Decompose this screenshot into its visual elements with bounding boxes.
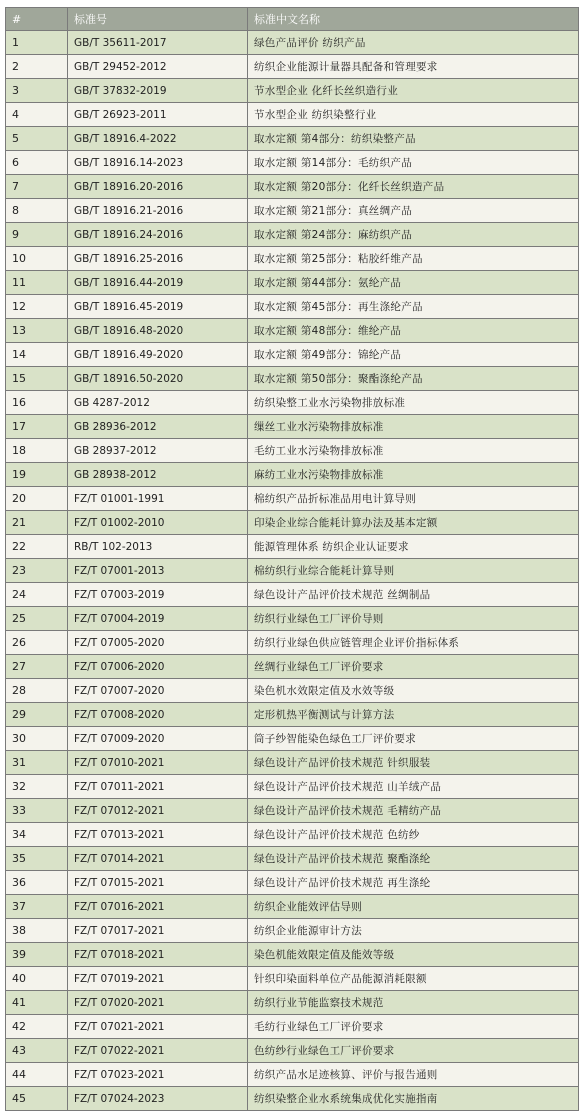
row-number-cell: 8 <box>6 199 68 223</box>
row-number-cell: 42 <box>6 1015 68 1039</box>
table-row <box>6 967 579 991</box>
standard-name-cell: 取水定额 第14部分：毛纺织产品 <box>248 151 579 175</box>
row-number-cell: 4 <box>6 103 68 127</box>
standard-name-cell: 纺织行业绿色工厂评价导则 <box>248 607 579 631</box>
table-row <box>6 391 579 415</box>
row-number-cell: 22 <box>6 535 68 559</box>
table-row <box>6 823 579 847</box>
standard-code-cell: FZ/T 07001-2013 <box>68 559 248 583</box>
standard-code-cell: FZ/T 07019-2021 <box>68 967 248 991</box>
header-standard-name: 标准中文名称 <box>248 8 579 31</box>
standard-code-cell: GB/T 18916.50-2020 <box>68 367 248 391</box>
standard-code-cell: FZ/T 07012-2021 <box>68 799 248 823</box>
table-row <box>6 919 579 943</box>
standard-name-cell: 绿色设计产品评价技术规范 聚酯涤纶 <box>248 847 579 871</box>
table-row <box>6 415 579 439</box>
table-row <box>6 727 579 751</box>
row-number-cell: 20 <box>6 487 68 511</box>
standard-name-cell: 纺织行业节能监察技术规范 <box>248 991 579 1015</box>
standard-name-cell: 棉纺织产品折标准品用电计算导则 <box>248 487 579 511</box>
standard-name-cell: 纺织产品水足迹核算、评价与报告通则 <box>248 1063 579 1087</box>
row-number-cell: 25 <box>6 607 68 631</box>
standard-name-cell: 节水型企业 化纤长丝织造行业 <box>248 79 579 103</box>
row-number-cell: 10 <box>6 247 68 271</box>
table-row <box>6 559 579 583</box>
standard-code-cell: GB/T 18916.14-2023 <box>68 151 248 175</box>
row-number-cell: 30 <box>6 727 68 751</box>
row-number-cell: 26 <box>6 631 68 655</box>
row-number-cell: 21 <box>6 511 68 535</box>
standard-name-cell: 丝绸行业绿色工厂评价要求 <box>248 655 579 679</box>
standard-name-cell: 绿色设计产品评价技术规范 针织服装 <box>248 751 579 775</box>
standard-name-cell: 纺织企业能效评估导则 <box>248 895 579 919</box>
standard-name-cell: 色纺纱行业绿色工厂评价要求 <box>248 1039 579 1063</box>
table-row <box>6 271 579 295</box>
table-row <box>6 1015 579 1039</box>
table-row <box>6 871 579 895</box>
standard-code-cell: FZ/T 07023-2021 <box>68 1063 248 1087</box>
standard-code-cell: FZ/T 07006-2020 <box>68 655 248 679</box>
standard-code-cell: FZ/T 07008-2020 <box>68 703 248 727</box>
standard-code-cell: GB/T 26923-2011 <box>68 103 248 127</box>
standard-name-cell: 取水定额 第4部分：纺织染整产品 <box>248 127 579 151</box>
table-row <box>6 55 579 79</box>
table-row <box>6 679 579 703</box>
row-number-cell: 36 <box>6 871 68 895</box>
row-number-cell: 27 <box>6 655 68 679</box>
standard-code-cell: FZ/T 07004-2019 <box>68 607 248 631</box>
row-number-cell: 11 <box>6 271 68 295</box>
standard-name-cell: 取水定额 第21部分：真丝绸产品 <box>248 199 579 223</box>
standard-name-cell: 取水定额 第25部分：粘胶纤维产品 <box>248 247 579 271</box>
standard-code-cell: GB 28937-2012 <box>68 439 248 463</box>
standard-name-cell: 取水定额 第48部分：维纶产品 <box>248 319 579 343</box>
table-row <box>6 943 579 967</box>
standard-name-cell: 取水定额 第49部分：锦纶产品 <box>248 343 579 367</box>
row-number-cell: 43 <box>6 1039 68 1063</box>
table-row <box>6 799 579 823</box>
header-number: # <box>6 8 68 31</box>
row-number-cell: 7 <box>6 175 68 199</box>
row-number-cell: 24 <box>6 583 68 607</box>
table-row <box>6 511 579 535</box>
standards-table-container <box>5 7 578 1111</box>
row-number-cell: 12 <box>6 295 68 319</box>
standard-name-cell: 绿色设计产品评价技术规范 再生涤纶 <box>248 871 579 895</box>
row-number-cell: 28 <box>6 679 68 703</box>
standard-name-cell: 绿色设计产品评价技术规范 山羊绒产品 <box>248 775 579 799</box>
standard-name-cell: 取水定额 第20部分：化纤长丝织造产品 <box>248 175 579 199</box>
table-row <box>6 175 579 199</box>
table-row <box>6 223 579 247</box>
standard-code-cell: FZ/T 07021-2021 <box>68 1015 248 1039</box>
table-row <box>6 439 579 463</box>
row-number-cell: 29 <box>6 703 68 727</box>
standard-name-cell: 取水定额 第50部分：聚酯涤纶产品 <box>248 367 579 391</box>
table-row <box>6 991 579 1015</box>
standard-name-cell: 绿色产品评价 纺织产品 <box>248 31 579 55</box>
standard-code-cell: FZ/T 01002-2010 <box>68 511 248 535</box>
standard-code-cell: GB/T 18916.44-2019 <box>68 271 248 295</box>
standard-name-cell: 绿色设计产品评价技术规范 毛精纺产品 <box>248 799 579 823</box>
standard-code-cell: FZ/T 07013-2021 <box>68 823 248 847</box>
table-row <box>6 775 579 799</box>
standard-name-cell: 纺织染整工业水污染物排放标准 <box>248 391 579 415</box>
standard-code-cell: FZ/T 07011-2021 <box>68 775 248 799</box>
standard-code-cell: FZ/T 07014-2021 <box>68 847 248 871</box>
row-number-cell: 19 <box>6 463 68 487</box>
table-row <box>6 463 579 487</box>
row-number-cell: 14 <box>6 343 68 367</box>
standard-name-cell: 棉纺织行业综合能耗计算导则 <box>248 559 579 583</box>
table-row <box>6 583 579 607</box>
row-number-cell: 15 <box>6 367 68 391</box>
table-row <box>6 367 579 391</box>
table-row <box>6 487 579 511</box>
standard-code-cell: GB/T 18916.4-2022 <box>68 127 248 151</box>
table-header-row <box>6 8 579 31</box>
table-row <box>6 607 579 631</box>
standard-name-cell: 麻纺工业水污染物排放标准 <box>248 463 579 487</box>
row-number-cell: 31 <box>6 751 68 775</box>
row-number-cell: 39 <box>6 943 68 967</box>
standard-name-cell: 纺织行业绿色供应链管理企业评价指标体系 <box>248 631 579 655</box>
row-number-cell: 40 <box>6 967 68 991</box>
table-row <box>6 631 579 655</box>
standard-code-cell: FZ/T 07007-2020 <box>68 679 248 703</box>
table-row <box>6 535 579 559</box>
row-number-cell: 9 <box>6 223 68 247</box>
table-row <box>6 295 579 319</box>
row-number-cell: 41 <box>6 991 68 1015</box>
table-row <box>6 343 579 367</box>
header-standard-code: 标准号 <box>68 8 248 31</box>
row-number-cell: 44 <box>6 1063 68 1087</box>
table-row <box>6 79 579 103</box>
standard-code-cell: FZ/T 07003-2019 <box>68 583 248 607</box>
row-number-cell: 13 <box>6 319 68 343</box>
standard-code-cell: FZ/T 07020-2021 <box>68 991 248 1015</box>
standard-name-cell: 绿色设计产品评价技术规范 色纺纱 <box>248 823 579 847</box>
row-number-cell: 38 <box>6 919 68 943</box>
row-number-cell: 17 <box>6 415 68 439</box>
row-number-cell: 33 <box>6 799 68 823</box>
standard-name-cell: 筒子纱智能染色绿色工厂评价要求 <box>248 727 579 751</box>
standard-name-cell: 染色机水效限定值及水效等级 <box>248 679 579 703</box>
standard-code-cell: GB/T 18916.24-2016 <box>68 223 248 247</box>
standard-code-cell: FZ/T 07024-2023 <box>68 1087 248 1111</box>
standard-code-cell: RB/T 102-2013 <box>68 535 248 559</box>
standard-code-cell: FZ/T 07010-2021 <box>68 751 248 775</box>
row-number-cell: 32 <box>6 775 68 799</box>
standard-name-cell: 节水型企业 纺织染整行业 <box>248 103 579 127</box>
standard-code-cell: GB/T 37832-2019 <box>68 79 248 103</box>
table-row <box>6 703 579 727</box>
standard-name-cell: 针织印染面料单位产品能源消耗限额 <box>248 967 579 991</box>
standard-name-cell: 纺织染整企业水系统集成优化实施指南 <box>248 1087 579 1111</box>
table-row <box>6 847 579 871</box>
table-row <box>6 319 579 343</box>
standard-name-cell: 印染企业综合能耗计算办法及基本定额 <box>248 511 579 535</box>
standard-code-cell: GB/T 18916.25-2016 <box>68 247 248 271</box>
row-number-cell: 37 <box>6 895 68 919</box>
standard-code-cell: GB 4287-2012 <box>68 391 248 415</box>
table-row <box>6 151 579 175</box>
standard-code-cell: FZ/T 07009-2020 <box>68 727 248 751</box>
table-row <box>6 31 579 55</box>
standard-code-cell: FZ/T 07022-2021 <box>68 1039 248 1063</box>
row-number-cell: 35 <box>6 847 68 871</box>
table-row <box>6 199 579 223</box>
standard-name-cell: 取水定额 第45部分：再生涤纶产品 <box>248 295 579 319</box>
standard-name-cell: 染色机能效限定值及能效等级 <box>248 943 579 967</box>
table-row <box>6 751 579 775</box>
standard-code-cell: FZ/T 07016-2021 <box>68 895 248 919</box>
standard-code-cell: GB/T 18916.49-2020 <box>68 343 248 367</box>
row-number-cell: 5 <box>6 127 68 151</box>
table-row <box>6 1063 579 1087</box>
table-row <box>6 1039 579 1063</box>
standard-code-cell: GB 28936-2012 <box>68 415 248 439</box>
table-row <box>6 103 579 127</box>
standard-name-cell: 取水定额 第24部分：麻纺织产品 <box>248 223 579 247</box>
row-number-cell: 34 <box>6 823 68 847</box>
standard-code-cell: GB/T 35611-2017 <box>68 31 248 55</box>
row-number-cell: 1 <box>6 31 68 55</box>
standard-code-cell: GB/T 18916.20-2016 <box>68 175 248 199</box>
standard-name-cell: 纺织企业能源计量器具配备和管理要求 <box>248 55 579 79</box>
standard-code-cell: GB/T 18916.45-2019 <box>68 295 248 319</box>
row-number-cell: 2 <box>6 55 68 79</box>
standard-name-cell: 能源管理体系 纺织企业认证要求 <box>248 535 579 559</box>
standard-code-cell: GB/T 18916.48-2020 <box>68 319 248 343</box>
row-number-cell: 6 <box>6 151 68 175</box>
standard-code-cell: FZ/T 07015-2021 <box>68 871 248 895</box>
table-row <box>6 655 579 679</box>
standard-name-cell: 毛纺工业水污染物排放标准 <box>248 439 579 463</box>
standard-name-cell: 毛纺行业绿色工厂评价要求 <box>248 1015 579 1039</box>
standard-name-cell: 取水定额 第44部分：氨纶产品 <box>248 271 579 295</box>
standard-name-cell: 缫丝工业水污染物排放标准 <box>248 415 579 439</box>
row-number-cell: 16 <box>6 391 68 415</box>
table-row <box>6 127 579 151</box>
table-body <box>6 31 579 1111</box>
standards-table <box>5 7 579 1111</box>
standard-code-cell: GB/T 29452-2012 <box>68 55 248 79</box>
standard-name-cell: 绿色设计产品评价技术规范 丝绸制品 <box>248 583 579 607</box>
row-number-cell: 45 <box>6 1087 68 1111</box>
standard-name-cell: 纺织企业能源审计方法 <box>248 919 579 943</box>
table-row <box>6 895 579 919</box>
standard-code-cell: FZ/T 07017-2021 <box>68 919 248 943</box>
table-row <box>6 247 579 271</box>
standard-code-cell: GB/T 18916.21-2016 <box>68 199 248 223</box>
standard-code-cell: FZ/T 07018-2021 <box>68 943 248 967</box>
standard-code-cell: FZ/T 07005-2020 <box>68 631 248 655</box>
row-number-cell: 18 <box>6 439 68 463</box>
standard-name-cell: 定形机热平衡测试与计算方法 <box>248 703 579 727</box>
row-number-cell: 23 <box>6 559 68 583</box>
standard-code-cell: FZ/T 01001-1991 <box>68 487 248 511</box>
table-row <box>6 1087 579 1111</box>
row-number-cell: 3 <box>6 79 68 103</box>
standard-code-cell: GB 28938-2012 <box>68 463 248 487</box>
